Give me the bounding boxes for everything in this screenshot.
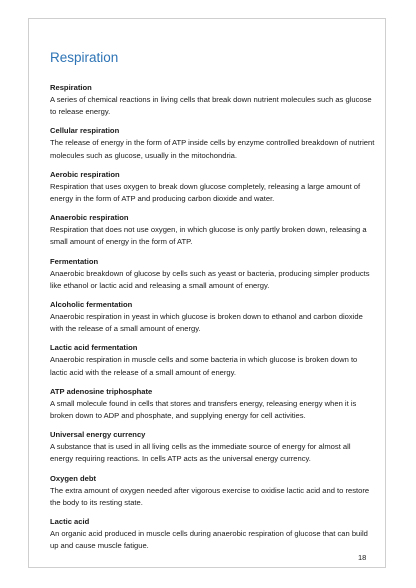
glossary-definition: A small molecule found in cells that stores and transfers energy, releasing energy when it is broken down to ADP and phosphate, and supplying energy for cell activities.: [50, 398, 357, 421]
glossary-term: Universal energy currency: [50, 430, 146, 440]
glossary-definition: Respiration that uses oxygen to break down glucose completely, releasing a large amount of energy in the form of ATP and producing carbon dioxide and water.: [50, 181, 361, 204]
glossary-term: Cellular respiration: [50, 126, 120, 136]
glossary-term: Respiration: [50, 83, 92, 92]
glossary-term: Alcoholic fermentation: [50, 300, 133, 310]
glossary-entry-aerobic-respiration: [50, 169, 375, 205]
glossary-definition: The release of energy in the form of ATP inside cells by enzyme controlled breakdown of nutrient molecules such as glucose, usually in the mitochondria.: [50, 138, 375, 160]
glossary-term: Anaerobic respiration: [50, 213, 129, 223]
glossary-entry-universal-energy-currency: [50, 429, 375, 465]
glossary-definition: A series of chemical reactions in living cells that break down nutrient molecules such as glucose to release energy.: [50, 95, 372, 117]
glossary-term: Fermentation: [50, 256, 99, 266]
glossary-entry-lactic-acid-fermentation: [50, 342, 375, 378]
glossary-definition: Respiration that does not use oxygen, in which glucose is only partly broken down, releasing a small amount of energy in the form of ATP.: [50, 225, 367, 247]
page-title: Respiration: [50, 50, 119, 65]
glossary-entry-lactic-acid: [50, 516, 375, 552]
glossary-definition: Anaerobic respiration in yeast in which glucose is broken down to ethanol and carbon dioxide with the release of a small amount of energy.: [50, 312, 363, 334]
glossary-term: Lactic acid fermentation: [50, 343, 138, 353]
glossary-entry-respiration: [50, 82, 375, 118]
glossary-term: Oxygen debt: [50, 473, 96, 483]
glossary-list: [50, 82, 375, 559]
glossary-entry-cellular-respiration: [50, 125, 375, 161]
glossary-term: ATP adenosine triphosphate: [50, 386, 153, 396]
glossary-definition: Anaerobic breakdown of glucose by cells such as yeast or bacteria, producing simpler products like ethanol or lactic acid and releasing a small amount of energy.: [50, 268, 370, 290]
glossary-definition: Anaerobic respiration in muscle cells and some bacteria in which glucose is broken down to lactic acid with the release of a small amount of energy.: [50, 355, 358, 377]
page-number: 18: [358, 553, 367, 562]
glossary-entry-oxygen-debt: [50, 473, 375, 509]
glossary-entry-alcoholic-fermentation: [50, 299, 375, 335]
glossary-term: Aerobic respiration: [50, 169, 120, 179]
glossary-entry-fermentation: [50, 256, 375, 292]
glossary-definition: The extra amount of oxygen needed after vigorous exercise to oxidise lactic acid and to restore the body to its resting state.: [50, 485, 370, 507]
glossary-definition: An organic acid produced in muscle cells during anaerobic respiration of glucose that can build up and cause muscle fatigue.: [50, 529, 368, 551]
glossary-entry-atp: [50, 386, 375, 422]
glossary-definition: A substance that is used in all living cells as the immediate source of energy for almost all energy requiring reactions. In cells ATP acts as the universal energy currency.: [50, 442, 351, 464]
glossary-term: Lactic acid: [50, 517, 90, 527]
glossary-entry-anaerobic-respiration: [50, 212, 375, 248]
